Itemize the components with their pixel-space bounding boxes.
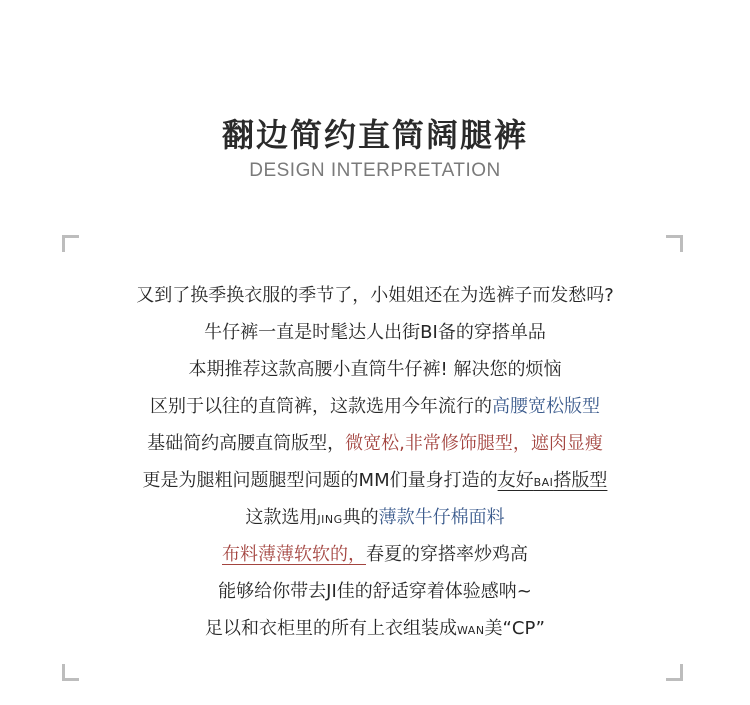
line-text: 更是为腿粗问题腿型问题的MM们量身打造的	[142, 470, 498, 491]
line-text: 美“CP”	[484, 618, 545, 639]
underlined-text	[498, 470, 608, 491]
description-line	[0, 468, 750, 505]
highlight-blue: 高腰宽松版型	[492, 396, 600, 417]
pinyin-small: BAI	[533, 476, 554, 489]
highlight-red: 微宽松,非常修饰腿型，遮肉显瘦	[345, 433, 603, 454]
description-line	[0, 431, 750, 468]
description-line	[0, 616, 750, 653]
description-line	[0, 579, 750, 616]
page-subtitle: DESIGN INTERPRETATION	[249, 160, 501, 181]
underlined-word: 友好	[497, 470, 534, 491]
line-text: 牛仔裤一直是时髦达人出街BI备的穿搭单品	[204, 322, 546, 343]
pinyin-small: JING	[317, 513, 343, 526]
line-text: 能够给你带去JI佳的舒适穿着体验感呐~	[218, 581, 532, 602]
line-text: 区别于以往的直筒裤，这款选用今年流行的	[150, 396, 492, 417]
description-block	[0, 283, 750, 653]
corner-bracket-top-right	[666, 235, 683, 252]
line-text: 又到了换季换衣服的季节了，小姐姐还在为选裤子而发愁吗?	[136, 285, 614, 306]
corner-bracket-bottom-left	[62, 664, 79, 681]
description-line	[0, 357, 750, 394]
description-line	[0, 542, 750, 579]
description-line	[0, 505, 750, 542]
line-text: 本期推荐这款高腰小直筒牛仔裤! 解决您的烦恼	[188, 359, 562, 380]
underlined-word: 搭版型	[553, 470, 608, 491]
corner-bracket-top-left	[62, 235, 79, 252]
description-line	[0, 394, 750, 431]
highlight-blue: 薄款牛仔棉面料	[378, 507, 505, 528]
line-text: 春夏的穿搭率炒鸡高	[366, 544, 528, 565]
corner-bracket-bottom-right	[666, 664, 683, 681]
highlight-red-underlined: 布料薄薄软软的，	[222, 544, 366, 565]
line-text: 基础简约高腰直筒版型，	[147, 433, 346, 454]
page-title: 翻边简约直筒阔腿裤	[221, 116, 528, 154]
line-text: 足以和衣柜里的所有上衣组装成	[205, 618, 458, 639]
description-line	[0, 320, 750, 357]
description-line	[0, 283, 750, 320]
line-text: 典的	[342, 507, 379, 528]
line-text: 这款选用	[245, 507, 318, 528]
pinyin-small: WAN	[457, 624, 485, 637]
